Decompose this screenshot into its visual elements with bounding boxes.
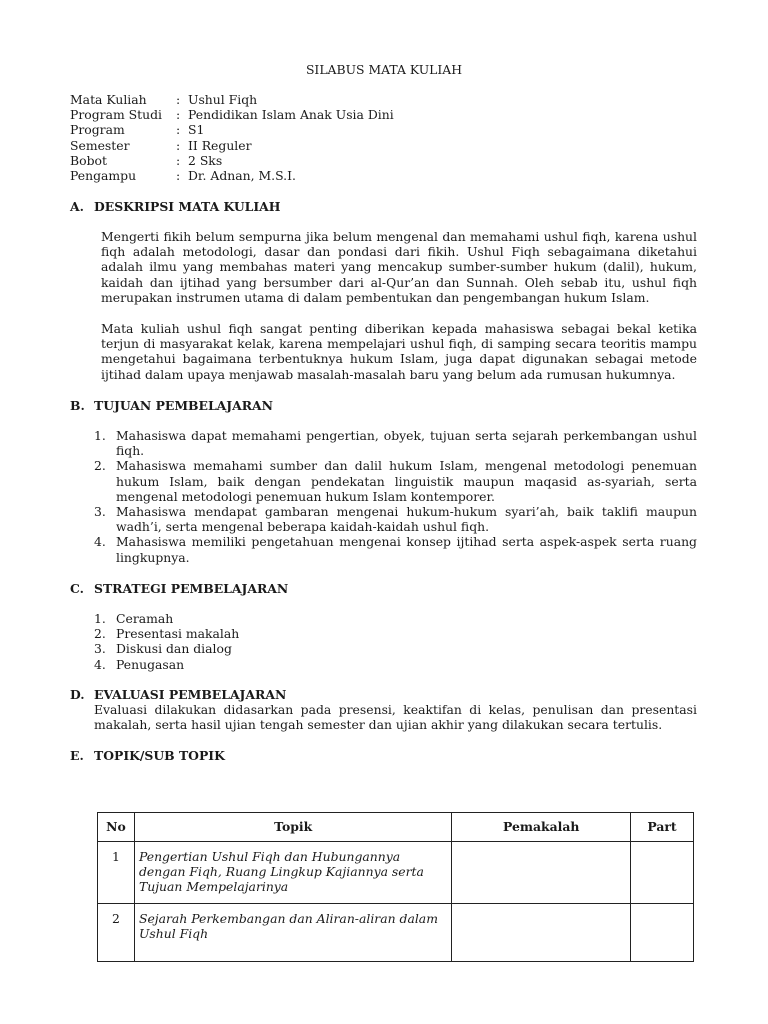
table-row bbox=[98, 904, 694, 962]
section-heading-objectives bbox=[70, 398, 273, 413]
column-header-part: Part bbox=[631, 813, 694, 842]
cell-topic: Pengertian Ushul Fiqh dan Hubungannya dengan Fiqh, Ruang Lingkup Kajiannya serta Tujuan Mempelajarinya bbox=[134, 842, 451, 904]
info-row-credits bbox=[70, 153, 394, 168]
item-number: 1. bbox=[94, 428, 106, 443]
item-number: 3. bbox=[94, 504, 106, 520]
item-number: 3. bbox=[94, 641, 106, 657]
section-title: DESKRIPSI MATA KULIAH bbox=[94, 199, 281, 214]
cell-no: 1 bbox=[98, 842, 135, 904]
item-text: Presentasi makalah bbox=[116, 626, 240, 642]
column-header-topic: Topik bbox=[134, 813, 451, 842]
item-text: Mahasiswa memiliki pengetahuan mengenai konsep ijtihad serta aspek-aspek serta ruang lingkupnya. bbox=[116, 534, 697, 565]
list-item bbox=[94, 428, 697, 458]
list-item bbox=[94, 534, 697, 564]
section-heading-evaluation bbox=[70, 687, 286, 702]
section-letter: B. bbox=[70, 398, 85, 413]
table-row bbox=[98, 842, 694, 904]
cell-topic: Sejarah Perkembangan dan Aliran-aliran dalam Ushul Fiqh bbox=[134, 904, 451, 962]
cell-part bbox=[631, 842, 694, 904]
item-number: 2. bbox=[94, 458, 106, 474]
list-item bbox=[94, 504, 697, 534]
info-separator: : bbox=[176, 122, 181, 138]
column-header-no: No bbox=[98, 813, 135, 842]
section-letter: C. bbox=[70, 581, 84, 596]
section-letter: A. bbox=[70, 199, 84, 214]
section-letter: E. bbox=[70, 748, 84, 763]
evaluation-paragraph: Evaluasi dilakukan didasarkan pada presensi, keaktifan di kelas, penulisan dan presentasi makalah, serta hasil ujian tengah semester dan ujian akhir yang dilakukan secara tertulis. bbox=[94, 702, 697, 733]
info-value: 2 Sks bbox=[188, 152, 223, 168]
column-header-presenter: Pemakalah bbox=[452, 813, 631, 842]
info-separator: : bbox=[176, 152, 181, 168]
cell-presenter bbox=[452, 842, 631, 904]
list-item bbox=[94, 657, 697, 672]
item-text: Mahasiswa memahami sumber dan dalil hukum Islam, mengenal metodologi penemuan hukum Islam, baik dengan pendekatan linguistik maupun maqasid as-syariah, serta mengenal metodologi penemuan hukum Islam kontemporer. bbox=[116, 458, 697, 504]
item-number: 1. bbox=[94, 611, 106, 626]
info-separator: : bbox=[176, 92, 181, 107]
item-text: Penugasan bbox=[116, 656, 185, 672]
list-item bbox=[94, 641, 697, 656]
cell-part bbox=[631, 904, 694, 962]
list-item bbox=[94, 458, 697, 504]
info-row-course bbox=[70, 92, 394, 107]
info-row-lecturer bbox=[70, 168, 394, 183]
info-row-program bbox=[70, 122, 394, 137]
info-label: Pengampu bbox=[70, 167, 137, 183]
info-value: Pendidikan Islam Anak Usia Dini bbox=[188, 107, 394, 123]
section-title: EVALUASI PEMBELAJARAN bbox=[94, 687, 287, 702]
item-number: 2. bbox=[94, 626, 106, 642]
info-value: Ushul Fiqh bbox=[188, 92, 258, 107]
info-value: Dr. Adnan, M.S.I. bbox=[188, 167, 296, 183]
item-text: Ceramah bbox=[116, 611, 174, 626]
document-title: SILABUS MATA KULIAH bbox=[305, 62, 463, 77]
item-number: 4. bbox=[94, 656, 106, 672]
section-heading-topics bbox=[70, 748, 225, 763]
course-info bbox=[70, 92, 394, 183]
section-letter: D. bbox=[70, 687, 85, 702]
info-row-study-program bbox=[70, 107, 394, 122]
info-separator: : bbox=[176, 167, 181, 183]
section-title: TUJUAN PEMBELAJARAN bbox=[94, 398, 273, 413]
description-paragraph-1: Mengerti fikih belum sempurna jika belum mengenal dan memahami ushul fiqh, karena ushul fiqh adalah metodologi, dasar dan pondasi dari fikih. Ushul Fiqh sebagaimana diketahui adalah ilmu yang membahas materi yang mencakup sumber-sumber hukum (dalil), hukum, kaidah dan ijtihad yang bersumber dari al-Qur’an dan Sunnah. Oleh sebab itu, ushul fiqh merupakan instrumen utama di dalam pembentukan dan pengembangan hukum Islam. bbox=[101, 229, 697, 305]
table-header-row bbox=[98, 813, 694, 842]
description-paragraph-2: Mata kuliah ushul fiqh sangat penting diberikan kepada mahasiswa sebagai bekal ketika terjun di masyarakat kelak, karena mempelajari ushul fiqh, di samping secara teoritis mampu mengetahui bagaimana terbentuknya hukum Islam, juga dapat digunakan sebagai metode ijtihad dalam upaya menjawab masalah-masalah baru yang belum ada rumusan hukumnya. bbox=[101, 321, 697, 382]
strategy-list bbox=[94, 611, 697, 672]
item-text: Mahasiswa dapat memahami pengertian, obyek, tujuan serta sejarah perkembangan ushul fiqh. bbox=[116, 428, 697, 459]
info-label: Program Studi bbox=[70, 107, 162, 123]
item-number: 4. bbox=[94, 534, 106, 550]
info-value: II Reguler bbox=[188, 137, 252, 153]
info-separator: : bbox=[176, 137, 181, 153]
list-item bbox=[94, 611, 697, 626]
section-title: TOPIK/SUB TOPIK bbox=[94, 748, 225, 763]
info-label: Program bbox=[70, 122, 125, 138]
info-row-semester bbox=[70, 138, 394, 153]
section-title: STRATEGI PEMBELAJARAN bbox=[94, 581, 289, 596]
item-text: Diskusi dan dialog bbox=[116, 641, 232, 657]
section-heading-strategy bbox=[70, 581, 288, 596]
section-heading-description bbox=[70, 199, 280, 214]
info-separator: : bbox=[176, 107, 181, 123]
cell-presenter bbox=[452, 904, 631, 962]
info-label: Mata Kuliah bbox=[70, 92, 147, 107]
objectives-list bbox=[94, 428, 697, 565]
item-text: Mahasiswa mendapat gambaran mengenai hukum-hukum syari’ah, baik taklifi maupun wadh’i, serta mengenal beberapa kaidah-kaidah ushul fiqh. bbox=[116, 504, 697, 535]
info-label: Semester bbox=[70, 137, 130, 153]
cell-no: 2 bbox=[98, 904, 135, 962]
topics-table bbox=[97, 812, 694, 962]
info-value: S1 bbox=[188, 122, 205, 138]
list-item bbox=[94, 626, 697, 641]
info-label: Bobot bbox=[70, 152, 107, 168]
